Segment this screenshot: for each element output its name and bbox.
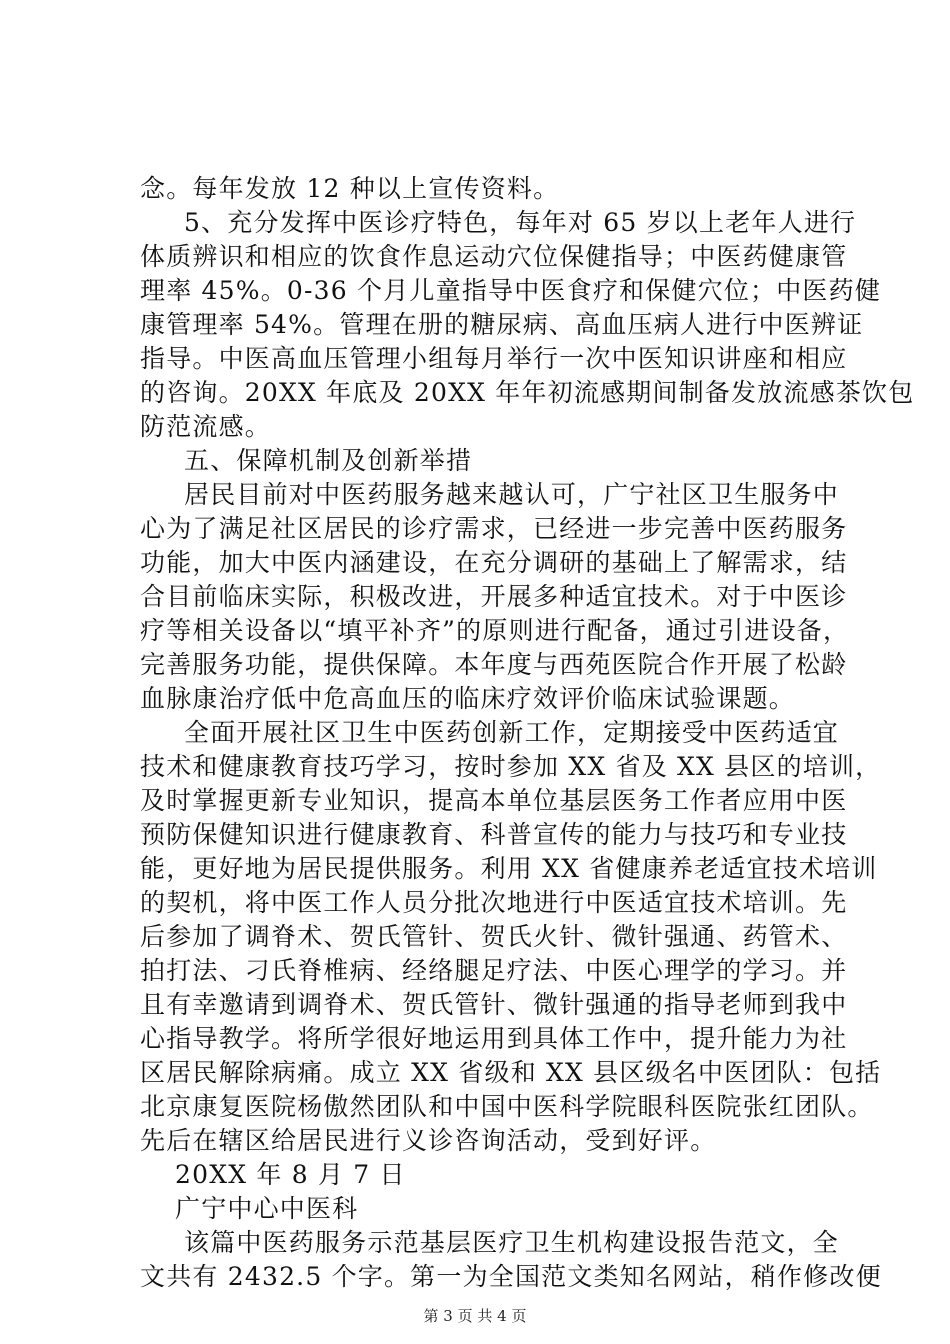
page-number-footer: 第 3 页 共 4 页: [423, 1307, 527, 1325]
text-line: 合目前临床实际，积极改进，开展多种适宜技术。对于中医诊: [140, 582, 848, 611]
text-line: 居民目前对中医药服务越来越认可，广宁社区卫生服务中: [184, 480, 840, 509]
text-line: 5、充分发挥中医诊疗特色，每年对 65 岁以上老年人进行: [184, 208, 857, 237]
text-line: 区居民解除病痛。成立 XX 省级和 XX 县区级名中医团队：包括: [140, 1058, 882, 1087]
text-line: 预防保健知识进行健康教育、科普宣传的能力与技巧和专业技: [140, 820, 848, 849]
text-line: 文共有 2432.5 个字。第一为全国范文类知名网站，稍作修改便: [140, 1262, 882, 1291]
text-line: 的契机，将中医工作人员分批次地进行中医适宜技术培训。先: [140, 888, 848, 917]
text-line: 技术和健康教育技巧学习，按时参加 XX 省及 XX 县区的培训，: [140, 752, 882, 781]
text-line: 理率 45%。0-36 个月儿童指导中医食疗和保健穴位；中医药健: [140, 276, 882, 305]
text-line: 先后在辖区给居民进行义诊咨询活动，受到好评。: [140, 1126, 717, 1155]
text-line: 的咨询。20XX 年底及 20XX 年年初流感期间制备发放流感茶饮包: [140, 378, 915, 407]
text-line: 完善服务功能，提供保障。本年度与西苑医院合作开展了松龄: [140, 650, 848, 679]
text-line: 且有幸邀请到调脊术、贺氏管针、微针强通的指导老师到我中: [140, 990, 848, 1019]
text-line: 康管理率 54%。管理在册的糖尿病、高血压病人进行中医辨证: [140, 310, 864, 339]
text-line: 防范流感。: [140, 412, 272, 441]
text-line: 能，更好地为居民提供服务。利用 XX 省健康养老适宜技术培训: [140, 854, 878, 883]
text-line: 北京康复医院杨傲然团队和中国中医科学院眼科医院张红团队。: [140, 1092, 874, 1121]
text-line: 心为了满足社区居民的诊疗需求，已经进一步完善中医药服务: [140, 514, 848, 543]
date-line: 20XX 年 8 月 7 日: [175, 1160, 406, 1189]
text-line: 及时掌握更新专业知识，提高本单位基层医务工作者应用中医: [140, 786, 848, 815]
text-line: 该篇中医药服务示范基层医疗卫生机构建设报告范文，全: [184, 1228, 840, 1257]
text-line: 念。每年发放 12 种以上宣传资料。: [140, 174, 560, 203]
text-line: 全面开展社区卫生中医药创新工作，定期接受中医药适宜: [184, 718, 840, 747]
text-line: 拍打法、刁氏脊椎病、经络腿足疗法、中医心理学的学习。并: [140, 956, 848, 985]
text-line: 疗等相关设备以“填平补齐”的原则进行配备，通过引进设备，: [140, 616, 850, 645]
text-line: 心指导教学。将所学很好地运用到具体工作中，提升能力为社: [140, 1024, 848, 1053]
text-line: 指导。中医高血压管理小组每月举行一次中医知识讲座和相应: [140, 344, 848, 373]
text-line: 血脉康治疗低中危高血压的临床疗效评价临床试验课题。: [140, 684, 796, 713]
text-line: 后参加了调脊术、贺氏管针、贺氏火针、微针强通、药管术、: [140, 922, 848, 951]
signature-line: 广宁中心中医科: [175, 1194, 359, 1223]
section-heading: 五、保障机制及创新举措: [184, 446, 473, 475]
text-line: 体质辨识和相应的饮食作息运动穴位保健指导；中医药健康管: [140, 242, 848, 271]
text-line: 功能，加大中医内涵建设，在充分调研的基础上了解需求，结: [140, 548, 848, 577]
